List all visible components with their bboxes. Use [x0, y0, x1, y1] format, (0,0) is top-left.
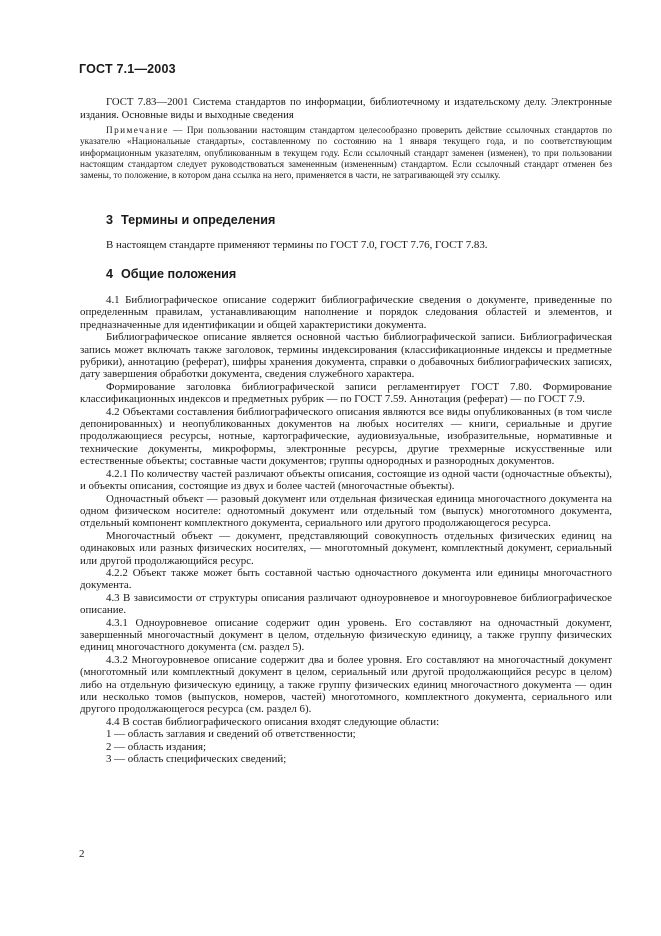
paragraph-4-2-1: 4.2.1 По количеству частей различают объекты описания, состоящие из одной части (одночастные объекты), и объекты описания, состоящие из двух и более частей (многочастные объекты).	[80, 467, 612, 493]
reference-note	[80, 126, 612, 182]
paragraph-4-4: 4.4 В состав библиографического описания входят следующие области:	[106, 715, 440, 728]
section-4-number: 4	[106, 267, 114, 281]
normative-references-block	[80, 96, 612, 182]
page-number: 2	[79, 848, 85, 860]
section-4-heading	[106, 267, 236, 281]
paragraph-4-3: 4.3 В зависимости от структуры описания различают одноуровневое и многоуровневое библиографическое описание.	[80, 591, 612, 617]
note-text: — При пользовании настоящим стандартом целесообразно проверить действие ссылочных стандартов по указателю «Национальные стандарты», составленному по состоянию на 1 января текущего года, и по соответствующим информационным указателям, опубликованным в текущем году. Если ссылочный стандарт заменен (изменен), то при пользовании настоящим стандартом следует руководствоваться замененным (измененным) стандартом. Если ссылочный стандарт отменен без замены, то положение, в котором дана ссылка на него, применяется в части, не затрагивающей эту ссылку.	[80, 126, 612, 182]
list-item-area-2: 2 — область издания;	[106, 740, 207, 753]
paragraph-4-2-2: 4.2.2 Объект также может быть составной частью одночастного документа или единицы многочастного документа.	[80, 566, 612, 592]
list-item-area-1: 1 — область заглавия и сведений об ответственности;	[106, 728, 356, 741]
paragraph-4-3-2: 4.3.2 Многоуровневое описание содержит два и более уровня. Его составляют на многочастный документ (многотомный или комплектный документ в целом, сериальный или другой продолжающийся ресурс в целом) либо на отдельную физическую единицу, а также группу физических единиц многочастного документа — один или несколько томов (выпусков, номеров, частей) многотомного, комплектного документа, сериального или другого продолжающегося ресурса (см. раздел 6).	[80, 653, 612, 716]
section-4-title: Общие положения	[121, 267, 237, 281]
paragraph-4-1-record: Библиографическое описание является основной частью библиографической записи. Библиографическая запись может включать также заголовок, термины индексирования (классификационные индексы и предметные рубрики), аннотацию (реферат), шифры хранения документа, справки о добавочных библиографических записях, дату завершения обработки документа, сведения служебного характера.	[80, 331, 612, 381]
paragraph-4-3-1: 4.3.1 Одноуровневое описание содержит один уровень. Его составляют на одночастный документ, завершенный многочастный документ в целом, отдельную физическую единицу, а также группу физических единиц многочастного документа (см. раздел 5).	[80, 616, 612, 654]
paragraph-4-1: 4.1 Библиографическое описание содержит библиографические сведения о документе, приведенные по определенным правилам, устанавливающим наполнение и порядок следования областей и элементов, и предназначенные для идентификации и общей характеристики документа.	[80, 294, 612, 331]
document-header: ГОСТ 7.1—2003	[79, 62, 176, 76]
note-label: Примечание	[106, 126, 169, 136]
section-3-heading	[106, 213, 275, 227]
paragraph-single-part-object: Одночастный объект — разовый документ или отдельная физическая единица многочастного документа на одном физическом носителе: однотомный документ или отдельный том (выпуск) многотомного документа, отдельный компонент комплектного документа, сериального или другого продолжающегося ресурса.	[80, 492, 612, 530]
section-4-body	[80, 294, 612, 765]
reference-gost-7-83: ГОСТ 7.83—2001 Система стандартов по информации, библиотечному и издательскому делу. Электронные издания. Основные виды и выходные сведения	[80, 96, 612, 121]
paragraph-4-1-heading: Формирование заголовка библиографической записи регламентирует ГОСТ 7.80. Формирование классификационных индексов и предметных рубрик — по ГОСТ 7.59. Аннотация (реферат) — по ГОСТ 7.9.	[80, 380, 612, 406]
list-item-area-3: 3 — область специфических сведений;	[106, 753, 287, 766]
section-3-title: Термины и определения	[121, 213, 276, 227]
section-3-number: 3	[106, 213, 114, 227]
paragraph-multi-part-object: Многочастный объект — документ, представляющий совокупность отдельных физических единиц на одинаковых или разных физических носителях, — многотомный документ, комплектный документ, сериальный или другой продолжающийся ресурс.	[80, 529, 612, 567]
section-3-body	[80, 239, 612, 251]
paragraph-4-2: 4.2 Объектами составления библиографического описания являются все виды опубликованных (в том числе депонированных) и неопубликованных документов на любых носителях — книги, сериальные и другие продолжающиеся ресурсы, нотные, картографические, аудиовизуальные, изобразительные, нормативные и технические документы, микроформы, электронные ресурсы, другие трехмерные искусственные или естественные объекты; составные части документов; группы однородных и разнородных документов.	[80, 405, 612, 468]
section-3-text: В настоящем стандарте применяют термины по ГОСТ 7.0, ГОСТ 7.76, ГОСТ 7.83.	[106, 239, 488, 251]
